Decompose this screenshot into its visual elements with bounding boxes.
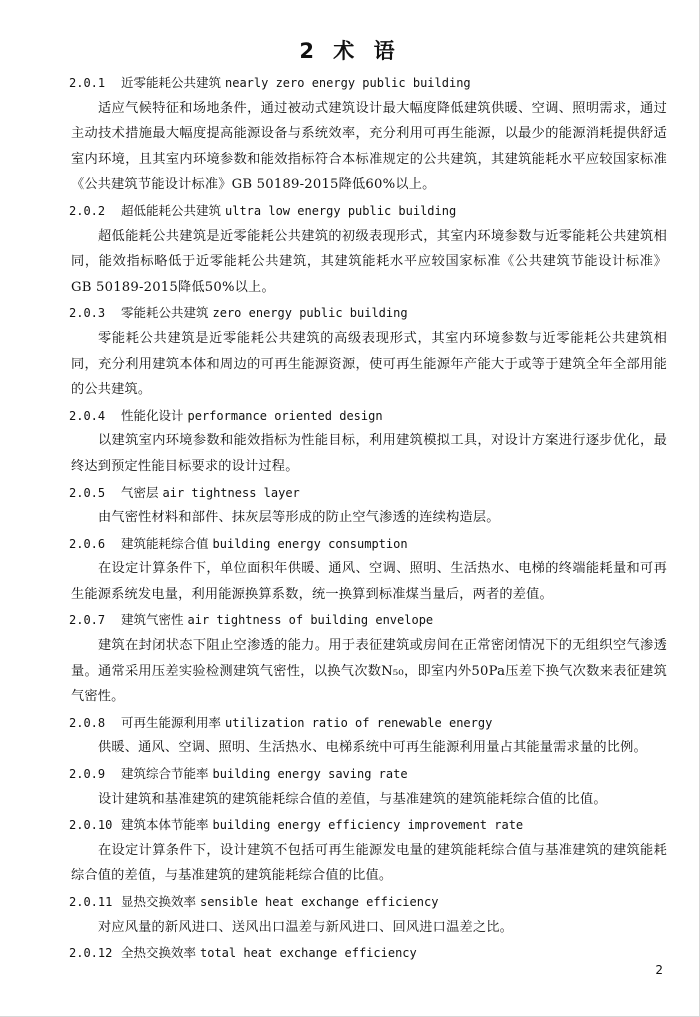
term-english: nearly zero energy public building <box>225 76 471 90</box>
term-chinese: 建筑本体节能率 <box>121 817 209 833</box>
term-definition: 对应风量的新风进口、送风出口温差与新风进口、回风进口温差之比。 <box>98 919 514 935</box>
term-definition: 适应气候特征和场地条件，通过被动式建筑设计最大幅度降低建筑供暖、空调、照明需求，通过主动技术措施最大幅度提高能源设备与系统效率，充分利用可再生能源，以最少的能源消耗提供舒适室内环境，且其室内环境参数和能效指标符合本标准规定的公共建筑，其建筑能耗水平应较国家标准《公共建筑节能设计标准》GB 50189-2015降低60%以上。 <box>71 100 667 193</box>
term-chinese: 建筑能耗综合值 <box>121 535 209 551</box>
term-heading <box>71 812 667 838</box>
term-number: 2.0.10 <box>69 818 113 833</box>
term-number: 2.0.11 <box>69 895 113 909</box>
term-english: building energy efficiency improvement rate <box>212 818 524 833</box>
term-number: 2.0.1 <box>69 76 106 90</box>
chapter-title: 2 术 语 <box>299 39 401 63</box>
term-chinese: 可再生能源利用率 <box>121 714 222 730</box>
term-heading <box>71 607 667 633</box>
term-number: 2.0.5 <box>69 485 106 500</box>
term-definition: 设计建筑和基准建筑的建筑能耗综合值的差值，与基准建筑的建筑能耗综合值的比值。 <box>98 791 607 807</box>
term-chinese: 性能化设计 <box>121 407 184 423</box>
terms-list <box>71 70 667 966</box>
term-english: zero energy public building <box>212 306 408 321</box>
page-number: 2 <box>655 963 663 977</box>
term-definition: 建筑在封闭状态下阻止空渗透的能力。用于表征建筑或房间在正常密闭情况下的无组织空气渗透量。通常采用压差实验检测建筑气密性，以换气次数N₅₀，即室内外50Pa压差下换气次数来表征建筑气密性。 <box>71 638 667 705</box>
term-heading <box>71 889 667 915</box>
term-number: 2.0.3 <box>69 306 106 321</box>
term-chinese: 全热交换效率 <box>121 945 197 961</box>
term-definition: 在设定计算条件下，单位面积年供暖、通风、空调、照明、生活热水、电梯的终端能耗量和可再生能源系统发电量，利用能源换算系数，统一换算到标准煤当量后，两者的差值。 <box>71 561 667 602</box>
term-chinese: 近零能耗公共建筑 <box>121 75 222 90</box>
term-heading <box>71 70 667 96</box>
term-definition: 零能耗公共建筑是近零能耗公共建筑的高级表现形式，其室内环境参数与近零能耗公共建筑相同，充分利用建筑本体和周边的可再生能源资源，使可再生能源年产能大于或等于建筑全年全部用能的公共建筑。 <box>71 330 667 398</box>
term-english: utilization ratio of renewable energy <box>225 715 493 730</box>
term-definition: 以建筑室内环境参数和能效指标为性能目标，利用建筑模拟工具，对设计方案进行逐步优化，最终达到预定性能目标要求的设计过程。 <box>71 433 667 474</box>
term-english: performance oriented design <box>187 408 383 423</box>
term-english: sensible heat exchange efficiency <box>200 895 439 909</box>
term-english: building energy consumption <box>212 536 408 551</box>
term-heading <box>71 300 667 326</box>
term-chinese: 建筑综合节能率 <box>121 766 209 782</box>
term-heading <box>71 480 667 506</box>
term-heading <box>71 531 667 557</box>
term-number: 2.0.6 <box>69 536 106 551</box>
term-english: total heat exchange efficiency <box>200 946 417 961</box>
term-number: 2.0.9 <box>69 767 106 782</box>
term-chinese: 零能耗公共建筑 <box>121 305 209 321</box>
term-english: air tightness layer <box>162 485 300 500</box>
term-definition: 超低能耗公共建筑是近零能耗公共建筑的初级表现形式，其室内环境参数与近零能耗公共建筑相同，能效指标略低于近零能耗公共建筑，其建筑能耗水平应较国家标准《公共建筑节能设计标准》GB 50189-2015降低50%以上。 <box>71 228 667 295</box>
term-english: ultra low energy public building <box>225 203 457 218</box>
term-definition: 供暖、通风、空调、照明、生活热水、电梯系统中可再生能源利用量占其能量需求量的比例。 <box>98 740 647 756</box>
term-number: 2.0.2 <box>69 203 106 218</box>
term-heading <box>71 940 667 966</box>
term-definition: 在设定计算条件下，设计建筑不包括可再生能源发电量的建筑能耗综合值与基准建筑的建筑能耗综合值的差值，与基准建筑的建筑能耗综合值的比值。 <box>71 842 667 884</box>
term-number: 2.0.8 <box>69 715 106 730</box>
term-definition: 由气密性材料和部件、抹灰层等形成的防止空气渗透的连续构造层。 <box>98 510 500 526</box>
term-chinese: 显热交换效率 <box>121 894 197 909</box>
term-heading <box>71 761 667 787</box>
term-chinese: 气密层 <box>121 484 159 500</box>
term-heading <box>71 710 667 736</box>
term-number: 2.0.4 <box>69 408 106 423</box>
term-english: building energy saving rate <box>212 767 408 782</box>
term-chinese: 建筑气密性 <box>121 612 184 628</box>
term-number: 2.0.7 <box>69 613 106 628</box>
term-chinese: 超低能耗公共建筑 <box>121 202 222 218</box>
term-english: air tightness of building envelope <box>187 613 434 628</box>
term-heading <box>71 198 667 224</box>
term-heading <box>71 403 667 429</box>
term-number: 2.0.12 <box>69 946 113 961</box>
